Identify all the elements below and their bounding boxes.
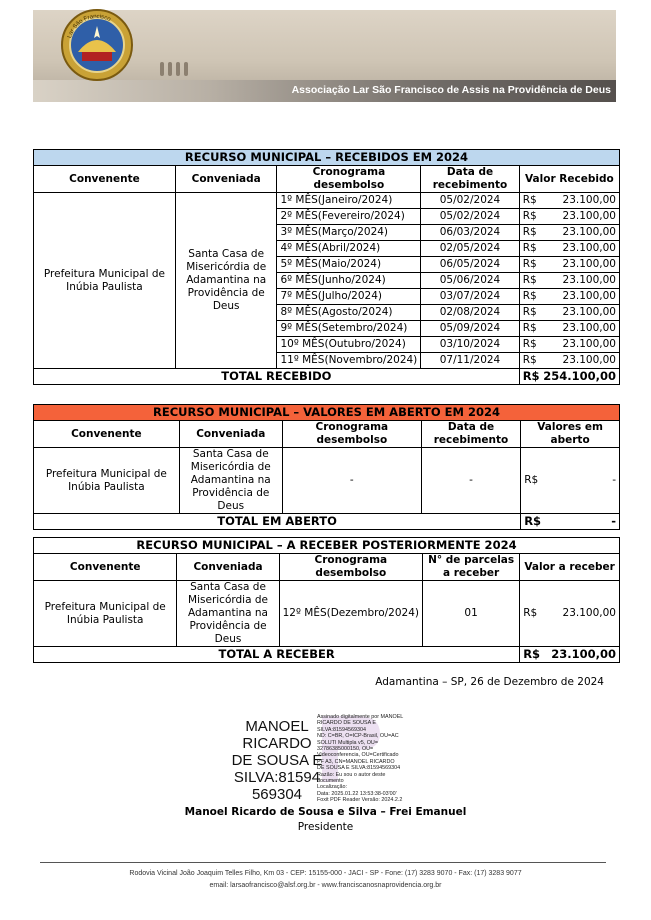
col-header-installments: N° de parcelas a receber: [423, 554, 520, 581]
col-header-receipt-date: Data de recebimento: [421, 421, 520, 448]
receipt-date-cell: 06/05/2024: [421, 257, 519, 273]
open-table-title: RECURSO MUNICIPAL – VALORES EM ABERTO EM 2024: [34, 405, 620, 421]
signature-detail-line: 32786385000150, OU=: [317, 746, 374, 753]
schedule-cell: 3º MÊS(Março/2024): [277, 225, 421, 241]
signature-detail-line: SOLUTI Multipla v5, OU=: [317, 739, 378, 746]
total-received-label: TOTAL RECEBIDO: [34, 369, 520, 385]
conveniada-cell: Santa Casa de Misericórdia de Adamantina na Providência de Deus: [179, 448, 282, 514]
value-to-receive-cell: 23.100,00: [540, 581, 619, 647]
signature-detail-line: documento: [317, 778, 344, 785]
currency-cell: R$: [521, 448, 541, 514]
receipt-date-cell: 05/02/2024: [421, 193, 519, 209]
received-value-cell: 23.100,00: [540, 225, 620, 241]
convenente-cell: Prefeitura Municipal de Inúbia Paulista: [34, 448, 180, 514]
convenente-cell: Prefeitura Municipal de Inúbia Paulista: [34, 581, 177, 647]
received-value-cell: 23.100,00: [540, 209, 620, 225]
organization-logo: [60, 8, 134, 82]
received-table-title: RECURSO MUNICIPAL – RECEBIDOS EM 2024: [34, 150, 620, 166]
total-to-receive-value: 23.100,00: [540, 647, 619, 663]
signature-detail-line: Foxit PDF Reader Versão: 2024.2.2: [317, 797, 403, 804]
received-value-cell: 23.100,00: [540, 305, 620, 321]
schedule-cell: 9º MÊS(Setembro/2024): [277, 321, 421, 337]
signature-detail-line: ND: C=BR, O=ICP-Brasil, OU=AC: [317, 733, 399, 740]
signature-detail-line: PF A3, CN=MANOEL RICARDO: [317, 758, 395, 765]
signature-detail-line: DE SOUSA E SILVA:81594569304: [317, 765, 401, 772]
signature-detail-line: Razão: Eu sou o autor deste: [317, 771, 386, 778]
digital-signature-name: [222, 718, 332, 803]
convenente-cell: Prefeitura Municipal de Inúbia Paulista: [34, 193, 176, 369]
signature-name-line: DE SOUSA E: [231, 752, 323, 769]
logo-text: Lar São Francisco: [66, 13, 112, 39]
col-header-conveniada: Conveniada: [175, 166, 277, 193]
signature-name-line: MANOEL: [245, 718, 309, 735]
future-table-title: RECURSO MUNICIPAL – A RECEBER POSTERIORMENTE 2024: [34, 538, 620, 554]
signature-detail-line: Videoconferencia, OU=Certificado: [317, 752, 399, 759]
schedule-cell: 10º MÊS(Outubro/2024): [277, 337, 421, 353]
schedule-cell: 4º MÊS(Abril/2024): [277, 241, 421, 257]
signature-name-line: RICARDO: [242, 735, 312, 752]
signature-detail-line: Assinado digitalmente por MANOEL: [317, 714, 404, 720]
digital-signature-details: [317, 714, 422, 804]
currency-cell: R$: [519, 257, 539, 273]
signer-name: Manoel Ricardo de Sousa e Silva – Frei Emanuel: [184, 806, 467, 818]
received-table: [33, 149, 620, 385]
col-header-value-to-receive: Valor a receber: [520, 554, 620, 581]
receipt-date-cell: 05/06/2024: [421, 273, 519, 289]
col-header-conveniada: Conveniada: [177, 554, 279, 581]
decorative-mark: [176, 62, 180, 76]
received-value-cell: 23.100,00: [540, 273, 620, 289]
received-value-cell: 23.100,00: [540, 337, 620, 353]
currency-cell: R$: [520, 581, 540, 647]
decorative-mark: [160, 62, 164, 76]
currency-cell: R$: [519, 289, 539, 305]
received-value-cell: 23.100,00: [540, 321, 620, 337]
col-header-received-value: Valor Recebido: [519, 166, 619, 193]
col-header-convenente: Convenente: [34, 166, 176, 193]
total-open-currency: R$: [521, 514, 541, 530]
received-value-cell: 23.100,00: [540, 289, 620, 305]
col-header-schedule: Cronograma desembolso: [277, 166, 421, 193]
receipt-date-cell: 02/05/2024: [421, 241, 519, 257]
col-header-open-values: Valores em aberto: [521, 421, 620, 448]
signature-detail-line: Data: 2025.01.22 13:53:38-03'00': [317, 790, 397, 797]
col-header-convenente: Convenente: [34, 554, 177, 581]
receipt-date-cell: 05/02/2024: [421, 209, 519, 225]
signature-detail-line: SILVA:81594569304: [317, 726, 366, 733]
received-value-cell: 23.100,00: [540, 353, 620, 369]
receipt-date-cell: 07/11/2024: [421, 353, 519, 369]
receipt-date-cell: 03/07/2024: [421, 289, 519, 305]
currency-cell: R$: [519, 209, 539, 225]
total-received-currency: R$: [519, 369, 539, 385]
receipt-date-cell: 06/03/2024: [421, 225, 519, 241]
currency-cell: R$: [519, 337, 539, 353]
footer-contact: email: larsaofrancisco@alsf.org.br - www.franciscanosnaprovidencia.org.br: [209, 882, 442, 889]
schedule-cell: 6º MÊS(Junho/2024): [277, 273, 421, 289]
currency-cell: R$: [519, 193, 539, 209]
signature-name-line: SILVA:81594: [233, 769, 321, 786]
table-row: [34, 193, 620, 209]
schedule-cell: 12º MÊS(Dezembro/2024): [279, 581, 422, 647]
schedule-cell: 11º MÊS(Novembro/2024): [277, 353, 421, 369]
received-value-cell: 23.100,00: [540, 193, 620, 209]
receipt-date-cell: 05/09/2024: [421, 321, 519, 337]
total-to-receive-currency: R$: [520, 647, 540, 663]
conveniada-cell: Santa Casa de Misericórdia de Adamantina na Providência de Deus: [177, 581, 279, 647]
total-received-value: 254.100,00: [540, 369, 620, 385]
total-to-receive-label: TOTAL A RECEBER: [34, 647, 520, 663]
total-open-label: TOTAL EM ABERTO: [34, 514, 521, 530]
signature-detail-line: RICARDO DE SOUSA E: [317, 720, 377, 727]
signature-name-line: 569304: [251, 786, 303, 803]
organization-name: Associação Lar São Francisco de Assis na Providência de Deus: [291, 84, 611, 96]
col-header-schedule: Cronograma desembolso: [282, 421, 421, 448]
schedule-cell: 2º MÊS(Fevereiro/2024): [277, 209, 421, 225]
received-value-cell: 23.100,00: [540, 257, 620, 273]
signature-detail-line: Localização:: [317, 784, 347, 791]
open-value-cell: -: [541, 448, 619, 514]
receipt-date-cell: 02/08/2024: [421, 305, 519, 321]
currency-cell: R$: [519, 241, 539, 257]
col-header-conveniada: Conveniada: [179, 421, 282, 448]
place-and-date: Adamantina – SP, 26 de Dezembro de 2024: [375, 676, 604, 688]
schedule-cell: 7º MÊS(Julho/2024): [277, 289, 421, 305]
currency-cell: R$: [519, 321, 539, 337]
schedule-cell: -: [282, 448, 421, 514]
signer-role: Presidente: [297, 821, 354, 833]
currency-cell: R$: [519, 353, 539, 369]
installments-cell: 01: [423, 581, 520, 647]
currency-cell: R$: [519, 273, 539, 289]
decorative-mark: [168, 62, 172, 76]
col-header-schedule: Cronograma desembolso: [279, 554, 422, 581]
receipt-date-cell: 03/10/2024: [421, 337, 519, 353]
schedule-cell: 1º MÊS(Janeiro/2024): [277, 193, 421, 209]
currency-cell: R$: [519, 305, 539, 321]
footer-divider: [40, 862, 606, 863]
schedule-cell: 5º MÊS(Maio/2024): [277, 257, 421, 273]
currency-cell: R$: [519, 225, 539, 241]
col-header-receipt-date: Data de recebimento: [421, 166, 519, 193]
future-table: [33, 537, 620, 663]
decorative-mark: [184, 62, 188, 76]
footer-address: Rodovia Vicinal João Joaquim Telles Filho, Km 03 - CEP: 15155-000 - JACI - SP - Fone: (17) 3283 9070 - Fax: (17) 3283 9077: [129, 870, 522, 877]
open-table: [33, 404, 620, 530]
received-value-cell: 23.100,00: [540, 241, 620, 257]
total-open-value: -: [541, 514, 619, 530]
col-header-convenente: Convenente: [34, 421, 180, 448]
conveniada-cell: Santa Casa de Misericórdia de Adamantina na Providência de Deus: [175, 193, 277, 369]
receipt-date-cell: -: [421, 448, 520, 514]
schedule-cell: 8º MÊS(Agosto/2024): [277, 305, 421, 321]
